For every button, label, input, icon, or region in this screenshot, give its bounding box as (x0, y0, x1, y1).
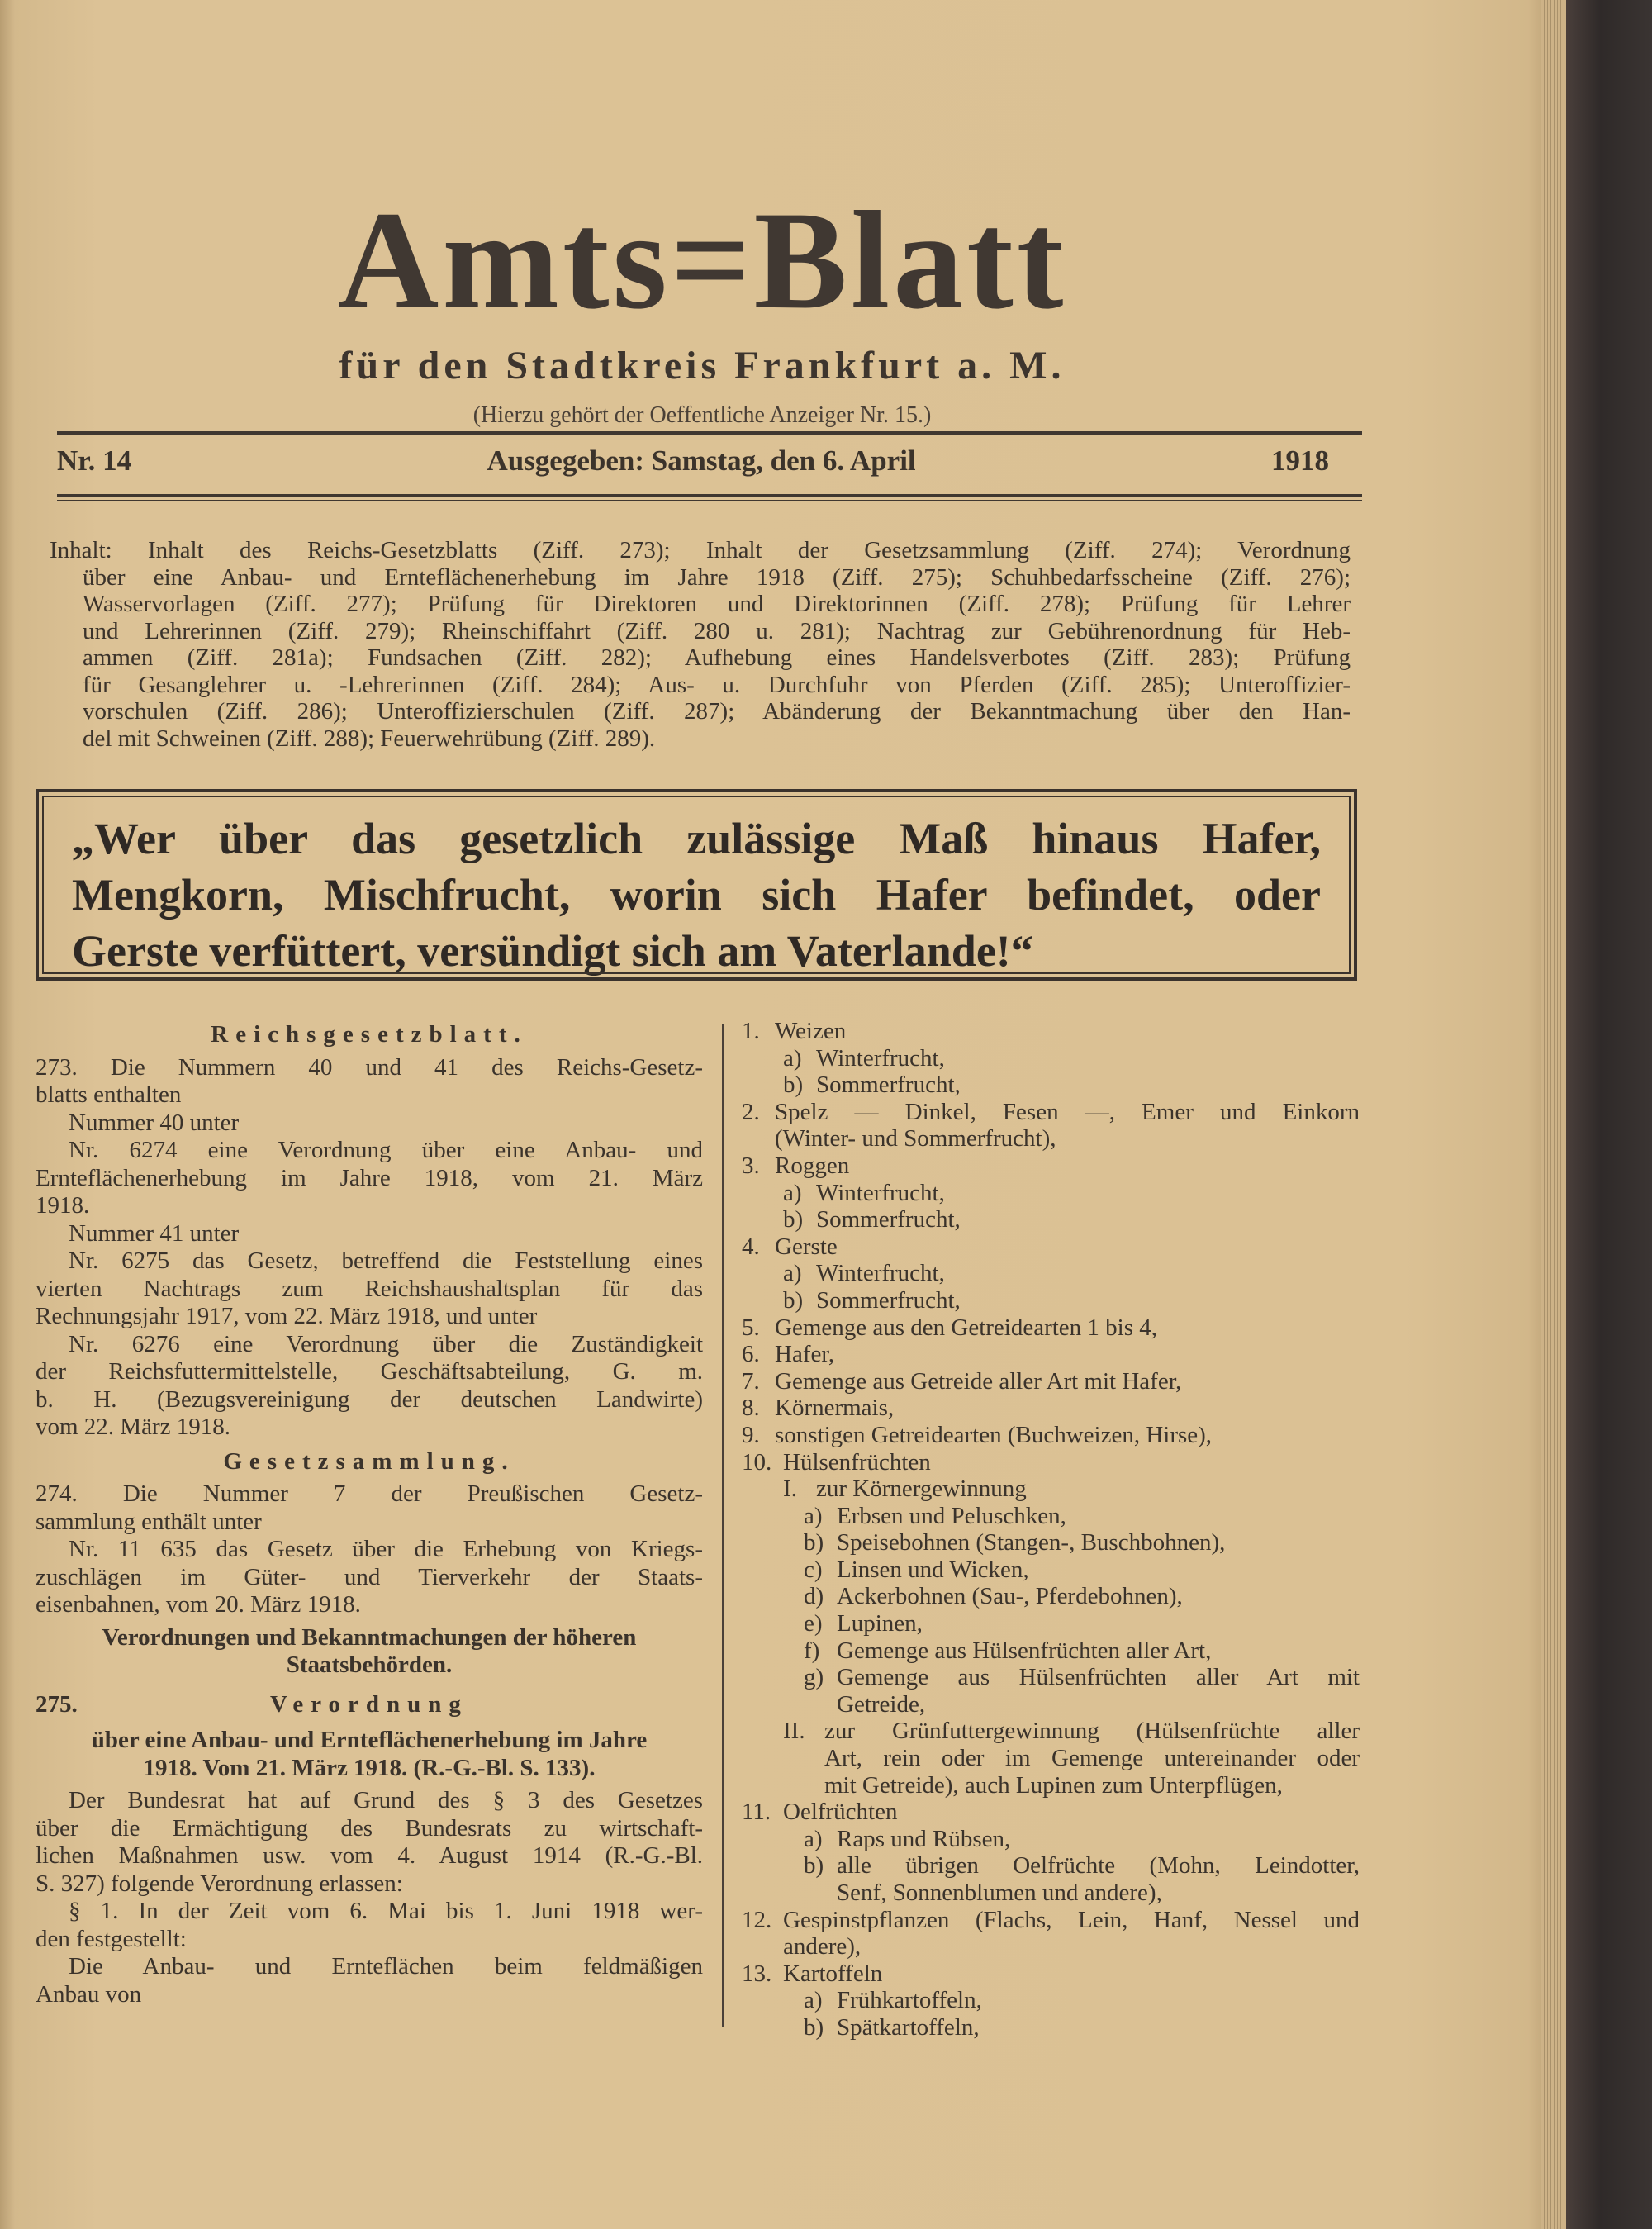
list-item-text (816, 1287, 1360, 1314)
list-item-line: Winterfrucht, (816, 1179, 945, 1206)
list-item-line: Lupinen, (837, 1610, 923, 1637)
list-item-text (775, 1395, 1360, 1422)
list-item-text (775, 1368, 1360, 1395)
text-line: der Reichsfuttermittelstelle, Geschäftsabteilung, G. m. (36, 1358, 703, 1385)
list-item-line: (Winter- und Sommerfrucht), (775, 1125, 1056, 1153)
paragraph-bold-center (36, 1727, 703, 1782)
list-item-line: Art, rein oder im Gemenge untereinander oder (824, 1745, 1360, 1772)
list-item-line: sonstigen Getreidearten (Buchweizen, Hirse), (775, 1421, 1213, 1448)
text-line: Nr. 6275 das Gesetz, betreffend die Feststellung eines (69, 1248, 703, 1274)
list-item (742, 1153, 1360, 1180)
list-item-label: 9. (742, 1421, 760, 1448)
text-line: eisenbahnen, vom 20. März 1918. (36, 1591, 361, 1618)
text-line: § 1. In der Zeit vom 6. Mai bis 1. Juni 1918 wer- (69, 1898, 703, 1924)
list-item (742, 1718, 1360, 1799)
list-item (742, 1556, 1360, 1584)
list-item-text (837, 2014, 1360, 2041)
list-item-label: a) (783, 1179, 802, 1206)
list-item (742, 1476, 1360, 1503)
text-line: blatts enthalten (36, 1081, 182, 1108)
list-item-line: Gemenge aus Getreide aller Art mit Hafer, (775, 1367, 1182, 1395)
list-item-label: a) (804, 1825, 823, 1852)
list-item-text (837, 1664, 1360, 1718)
text-line: Nr. 6274 eine Verordnung über eine Anbau- und (69, 1137, 703, 1163)
section-heading: Gesetzsammlung. (223, 1447, 515, 1475)
text-line: Der Bundesrat hat auf Grund des § 3 des Gesetzes (69, 1787, 703, 1813)
list-item-text (837, 1529, 1360, 1556)
paragraph-indented (36, 1137, 703, 1220)
list-item-line: Kartoffeln (783, 1960, 883, 1987)
text-line: vierten Nachtrags zum Reichshaushaltsplan für das (36, 1275, 703, 1302)
list-item (742, 1529, 1360, 1556)
notice-line: Gerste verfüttert, versündigt sich am Vaterlande!“ (72, 926, 1033, 976)
list-item (742, 1960, 1360, 1988)
list-item-label: 5. (742, 1314, 760, 1341)
list-item-line: Linsen und Wicken, (837, 1556, 1029, 1583)
list-item (742, 1583, 1360, 1610)
list-item-text (783, 1449, 1360, 1476)
list-item-label: 7. (742, 1367, 760, 1395)
list-item (742, 1503, 1360, 1530)
list-item-text (816, 1206, 1360, 1233)
paragraph-numbered-heading (36, 1691, 703, 1719)
issue-number: Nr. 14 (57, 444, 132, 477)
list-item-text (783, 1799, 1360, 1826)
list-item-line: Gespinstpflanzen (Flachs, Lein, Hanf, Nessel und (783, 1906, 1360, 1933)
list-item-line: Sommerfrucht, (816, 1286, 961, 1314)
list-item-text (837, 1987, 1360, 2014)
list-item-line: Ackerbohnen (Sau-, Pferdebohnen), (837, 1583, 1183, 1610)
list-item (742, 1422, 1360, 1449)
paragraph-heading (36, 1448, 703, 1476)
list-item-text (816, 1260, 1360, 1287)
paragraph-body (36, 1480, 703, 1536)
list-item-line: Gemenge aus den Getreidearten 1 bis 4, (775, 1314, 1158, 1341)
text-line: den festgestellt: (36, 1925, 187, 1952)
list-item-line: mit Getreide), auch Lupinen zum Unterpflügen, (824, 1771, 1283, 1799)
list-item (742, 1852, 1360, 1906)
list-item-text (837, 1826, 1360, 1853)
list-item-line: Senf, Sonnenblumen und andere), (837, 1880, 1162, 1906)
list-item (742, 1206, 1360, 1233)
notice-line: Mengkorn, Mischfrucht, worin sich Hafer befindet, oder (72, 870, 1321, 920)
list-item (742, 1341, 1360, 1368)
issue-date: Ausgegeben: Samstag, den 6. April (487, 444, 916, 477)
list-item-text (837, 1852, 1360, 1906)
list-item-text (837, 1637, 1360, 1665)
paragraph-indented (36, 1248, 703, 1331)
issue-rule-upper (57, 494, 1362, 497)
list-item-label: b) (783, 1286, 804, 1314)
list-item (742, 1233, 1360, 1261)
numbered-heading-row (36, 1691, 703, 1719)
table-of-contents (50, 537, 1351, 752)
masthead-title: Amts=Blatt (337, 183, 1067, 338)
contents-line: del mit Schweinen (Ziff. 288); Feuerwehrübung (Ziff. 289). (83, 725, 656, 752)
list-item-label: b) (783, 1206, 804, 1233)
text-line: über die Ermächtigung des Bundesrats zu wirtschaft- (36, 1814, 703, 1842)
list-item-line: zur Körnergewinnung (816, 1476, 1027, 1503)
list-item (742, 1018, 1360, 1045)
list-item-line: alle übrigen Oelfrüchte (Mohn, Leindotter, (837, 1852, 1360, 1880)
column-divider (722, 1024, 724, 2027)
text-line: Nr. 11 635 das Gesetz über die Erhebung von Kriegs- (69, 1536, 703, 1562)
paragraph-indented (36, 1898, 703, 1953)
list-item-label: I. (783, 1476, 797, 1503)
list-item-text (775, 1314, 1360, 1342)
masthead-note: (Hierzu gehört der Oeffentliche Anzeiger Nr. 15.) (472, 402, 932, 428)
text-line: Nummer 41 unter (69, 1219, 240, 1247)
list-item-label: 10. (742, 1448, 772, 1476)
text-line: zuschlägen im Güter- und Tierverkehr der Staats- (36, 1563, 703, 1590)
list-item (742, 2014, 1360, 2041)
list-item (742, 1610, 1360, 1637)
list-item-text (837, 1556, 1360, 1584)
list-item (742, 1799, 1360, 1826)
issue-year: 1918 (1270, 444, 1329, 477)
list-item-label: 8. (742, 1395, 760, 1422)
list-item-label: 1. (742, 1018, 760, 1044)
list-item-text (775, 1422, 1360, 1449)
text-line: Rechnungsjahr 1917, vom 22. März 1918, und unter (36, 1303, 538, 1329)
text-line: Nr. 6276 eine Verordnung über die Zuständigkeit (69, 1330, 703, 1357)
list-item-line: Sommerfrucht, (816, 1072, 961, 1099)
text-line: 1918. (36, 1192, 90, 1219)
issue-line (57, 444, 1329, 478)
list-item-line: Weizen (775, 1018, 847, 1044)
list-item (742, 1072, 1360, 1099)
contents-line: Inhalt: Inhalt des Reichs-Gesetzblatts (Ziff. 273); Inhalt der Gesetzsammlung (Ziff. 274); Verordnung (50, 537, 1351, 563)
list-item-label: 4. (742, 1233, 760, 1260)
text-line: b. H. (Bezugsvereinigung der deutschen Landwirte) (36, 1385, 703, 1413)
list-item (742, 1449, 1360, 1476)
list-item-text (837, 1583, 1360, 1610)
text-line: 1918. Vom 21. März 1918. (R.-G.-Bl. S. 133). (143, 1754, 596, 1781)
list-item-line: Gemenge aus Hülsenfrüchten aller Art mit (837, 1664, 1360, 1691)
list-item-line: Sommerfrucht, (816, 1206, 961, 1233)
list-item-label: g) (804, 1664, 824, 1691)
list-item-label: a) (804, 1502, 823, 1529)
section-heading: Reichsgesetzblatt. (211, 1021, 528, 1048)
list-item-text (816, 1476, 1360, 1503)
list-item-text (775, 1099, 1360, 1153)
masthead-subtitle: für den Stadtkreis Frankfurt a. M. (339, 344, 1066, 387)
left-column (36, 1021, 703, 2008)
list-item-text (775, 1233, 1360, 1261)
list-item (742, 1826, 1360, 1853)
list-item-label: c) (804, 1556, 823, 1583)
list-item-label: 6. (742, 1341, 760, 1368)
list-item (742, 1314, 1360, 1342)
list-item-label: 2. (742, 1098, 760, 1125)
list-item-text (775, 1018, 1360, 1045)
list-item-line: Winterfrucht, (816, 1260, 945, 1287)
text-line: Staatsbehörden. (286, 1652, 453, 1678)
paragraph-number: 275. (36, 1690, 78, 1718)
contents-line: und Lehrerinnen (Ziff. 279); Rheinschiffahrt (Ziff. 280 u. 281); Nachtrag zur Gebührenordnung für Heb- (83, 617, 1351, 644)
list-item-text (824, 1718, 1360, 1799)
contents-line: für Gesanglehrer u. -Lehrerinnen (Ziff. 284); Aus- u. Durchfuhr von Pferden (Ziff. 285); Unteroffizier- (83, 671, 1351, 698)
list-item-label: a) (804, 1987, 823, 2014)
book-binding (1566, 0, 1652, 2229)
list-item-line: Spätkartoffeln, (837, 2013, 980, 2041)
list-item (742, 1260, 1360, 1287)
list-item-label: 11. (742, 1799, 771, 1826)
list-item-line: Getreide, (837, 1690, 926, 1718)
text-line: 274. Die Nummer 7 der Preußischen Gesetz- (36, 1480, 703, 1507)
list-item-label: 13. (742, 1960, 772, 1987)
list-item-text (837, 1610, 1360, 1637)
list-item (742, 1637, 1360, 1665)
list-item-label: d) (804, 1583, 824, 1610)
list-item-label: 12. (742, 1906, 772, 1933)
top-rule (57, 431, 1362, 435)
list-item-line: Hülsenfrüchten (783, 1448, 931, 1476)
notice-line: „Wer über das gesetzlich zulässige Maß hinaus Hafer, (72, 814, 1321, 863)
page-edges (1541, 0, 1566, 2229)
notice-box (36, 789, 1357, 981)
list-item-label: II. (783, 1718, 805, 1745)
right-column (742, 1018, 1360, 2041)
paragraph-indented (36, 1220, 703, 1248)
list-item-line: Gemenge aus Hülsenfrüchten aller Art, (837, 1637, 1212, 1664)
list-item-text (837, 1503, 1360, 1530)
paragraph-bold-center (36, 1624, 703, 1680)
list-item-text (775, 1341, 1360, 1368)
text-line: 273. Die Nummern 40 und 41 des Reichs-Gesetz- (36, 1053, 703, 1081)
list-item-text (816, 1072, 1360, 1099)
text-line: über eine Anbau- und Ernteflächenerhebung im Jahre (91, 1727, 648, 1753)
list-item-label: e) (804, 1610, 823, 1637)
list-item (742, 1287, 1360, 1314)
list-item (742, 1368, 1360, 1395)
contents-line: Wasservorlagen (Ziff. 277); Prüfung für Direktoren und Direktorinnen (Ziff. 278); Prüfung für Lehrer (83, 591, 1351, 617)
list-item-text (783, 1960, 1360, 1988)
list-item-label: b) (804, 1529, 824, 1556)
text-line: Ernteflächenerhebung im Jahre 1918, vom 21. März (36, 1164, 703, 1191)
contents-line: ammen (Ziff. 281a); Fundsachen (Ziff. 282); Aufhebung eines Handelsverbotes (Ziff. 283); Prüfung (83, 644, 1351, 671)
paragraph-indented (36, 1787, 703, 1898)
text-line: Die Anbau- und Ernteflächen beim feldmäßigen (69, 1953, 703, 1979)
list-item-label: a) (783, 1044, 802, 1072)
text-line: S. 327) folgende Verordnung erlassen: (36, 1870, 403, 1897)
text-line: lichen Maßnahmen usw. vom 4. August 1914 (R.-G.-Bl. (36, 1842, 703, 1869)
list-item-label: b) (783, 1072, 804, 1099)
list-item (742, 1395, 1360, 1422)
text-line: Verordnungen und Bekanntmachungen der höheren (102, 1623, 637, 1651)
list-item-line: Frühkartoffeln, (837, 1987, 982, 2014)
text-line: Nummer 40 unter (69, 1109, 240, 1136)
list-item-text (816, 1045, 1360, 1072)
paragraph-body (36, 1054, 703, 1110)
list-item-line: Oelfrüchten (783, 1799, 898, 1826)
list-item-label: b) (804, 1852, 824, 1880)
paragraph-indented (36, 1331, 703, 1442)
list-item-line: Gerste (775, 1233, 838, 1260)
paragraph-heading (36, 1021, 703, 1049)
list-item-line: Speisebohnen (Stangen-, Buschbohnen), (837, 1529, 1226, 1556)
section-heading: Verordnung (270, 1690, 468, 1718)
list-item-line: Roggen (775, 1152, 850, 1179)
list-item-line: Winterfrucht, (816, 1044, 945, 1072)
list-item-text (775, 1153, 1360, 1180)
list-item-label: a) (783, 1260, 802, 1287)
text-line: vom 22. März 1918. (36, 1414, 230, 1440)
text-line: Anbau von (36, 1980, 142, 2008)
list-item (742, 1664, 1360, 1718)
text-line: sammlung enthält unter (36, 1508, 262, 1535)
paragraph-indented (36, 1953, 703, 2008)
list-item-label: b) (804, 2013, 824, 2041)
list-item-line: Körnermais, (775, 1395, 895, 1422)
list-item (742, 1987, 1360, 2014)
list-item-line: Erbsen und Peluschken, (837, 1502, 1066, 1529)
list-item-line: Spelz — Dinkel, Fesen —, Emer und Einkorn (775, 1098, 1360, 1125)
list-item (742, 1907, 1360, 1960)
paragraph-indented (36, 1536, 703, 1619)
list-item-line: zur Grünfuttergewinnung (Hülsenfrüchte aller (824, 1718, 1360, 1745)
list-item-label: 3. (742, 1152, 760, 1179)
list-item-line: Raps und Rübsen, (837, 1825, 1011, 1852)
contents-line: über eine Anbau- und Ernteflächenerhebung im Jahre 1918 (Ziff. 275); Schuhbedarfsscheine (Ziff. 276); (83, 563, 1351, 591)
list-item-line: Hafer, (775, 1341, 835, 1368)
list-item (742, 1099, 1360, 1153)
paragraph-indented (36, 1110, 703, 1138)
issue-rule-lower (57, 500, 1362, 501)
list-item-label: f) (804, 1637, 820, 1664)
list-item-line: andere), (783, 1933, 862, 1960)
list-item (742, 1045, 1360, 1072)
list-item (742, 1180, 1360, 1207)
list-item-text (783, 1907, 1360, 1960)
list-item-text (816, 1180, 1360, 1207)
contents-line: vorschulen (Ziff. 286); Unteroffizierschulen (Ziff. 287); Abänderung der Bekanntmachung über den Han- (83, 698, 1351, 725)
